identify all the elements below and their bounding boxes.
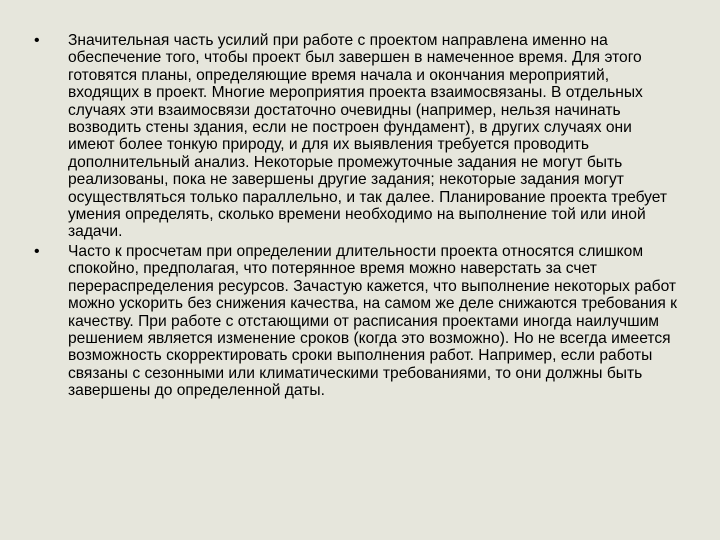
bullet-item-2 [34,243,682,400]
bullet-text-1: Значительная часть усилий при работе с проектом направлена именно на обеспечение того, чтобы проект был завершен в намеченное время. Для этого готовятся планы, определяющие время начала и окончания мероприятий, входящих в проект. Многие мероприятия проекта взаимосвязаны. В отдельных случаях эти взаимосвязи достаточно очевидны (например, нельзя начинать возводить стены здания, если не построен фундамент), в других случаях они имеют более тонкую природу, и для их выявления требуется проводить дополнительный анализ. Некоторые промежуточные задания не могут быть реализованы, пока не завершены другие задания; некоторые задания могут осуществляться только параллельно, и так далее. Планирование проекта требует умения определять, сколько времени необходимо на выполнение той или иной задачи. [68,32,668,241]
bullet-text-2: Часто к просчетам при определении длительности проекта относятся слишком спокойно, предполагая, что потерянное время можно наверстать за счет перераспределения ресурсов. Зачастую кажется, что выполнение некоторых работ можно ускорить без снижения качества, на самом же деле снижаются требования к качеству. При работе с отстающими от расписания проектами иногда наилучшим решением является изменение сроков (когда это возможно). Но не всегда имеется возможность скорректировать сроки выполнения работ. Например, если работы связаны с сезонными или климатическими требованиями, то они должны быть завершены до определенной даты. [68,242,677,400]
bullet-marker: • [34,242,40,260]
bullet-list [34,32,682,402]
bullet-marker: • [34,32,40,49]
bullet-item-1 [34,32,682,241]
